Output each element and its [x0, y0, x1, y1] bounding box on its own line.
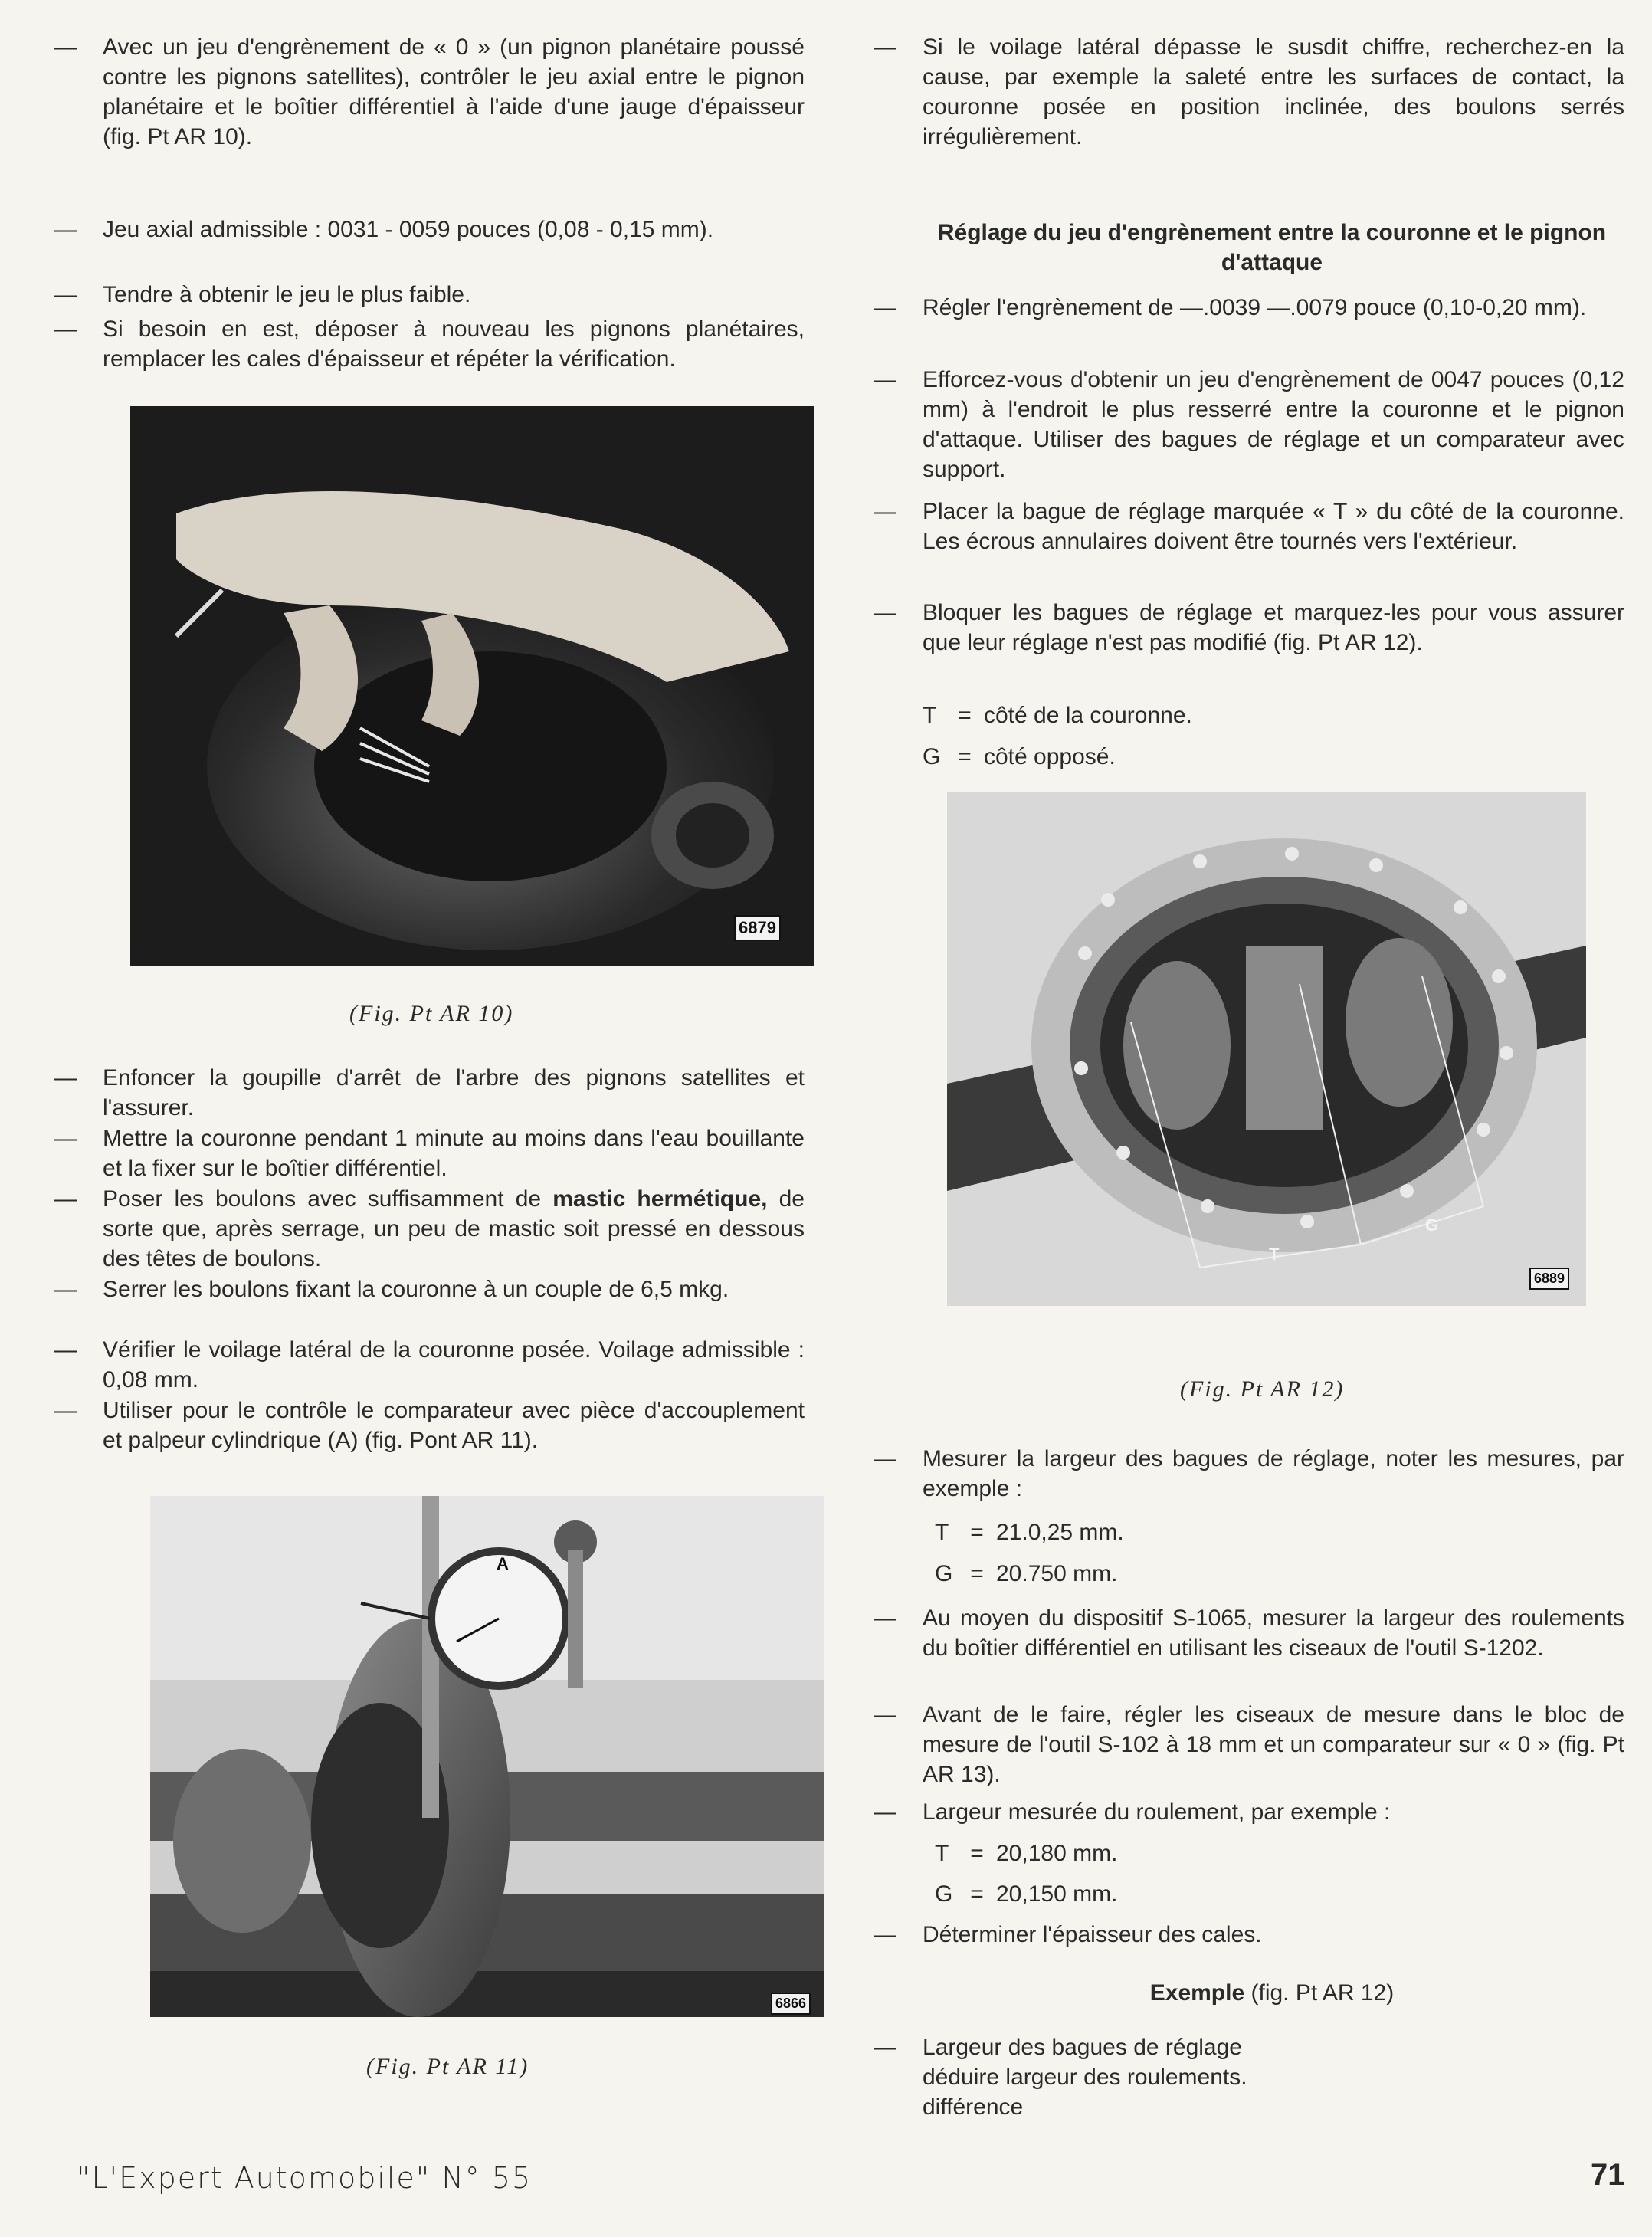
paragraph-set-mesh: — Régler l'engrènement de —.0039 —.0079 pouce (0,10-0,20 mm). — [874, 295, 1587, 320]
paragraph-tool-s1065: — Au moyen du dispositif S-1065, mesurer la largeur des roulements du boîtier différentiel en utilisant les ciseaux de l'outil S-1202. — [874, 1606, 1624, 1661]
paragraph-replace-shims: — Si besoin en est, déposer à nouveau les pignons planétaires, remplacer les cales d'épaisseur et répéter la vérification. — [54, 317, 805, 372]
paragraph-dial-gauge: — Utiliser pour le contrôle le comparateur avec pièce d'accouplement et palpeur cylindrique (A) (fig. Pont AR 11). — [54, 1398, 805, 1453]
paragraph-example-calc: — Largeur des bagues de réglage déduire largeur des roulements. différence — [874, 2035, 1247, 2120]
paragraph-lowest-play: — Tendre à obtenir le jeu le plus faible. — [54, 282, 471, 307]
publication-footer: "L'Expert Automobile" N° 55 — [77, 2161, 533, 2195]
bearing-g-width: G = 20,150 mm. — [935, 1881, 1118, 1907]
section-heading-backlash: Réglage du jeu d'engrènement entre la couronne et le pignon d'attaque — [937, 220, 1607, 275]
paragraph-torque: — Serrer les boulons fixant la couronne à un couple de 6,5 mkg. — [54, 1277, 729, 1302]
label-g-opposite-side: G — [1425, 1215, 1439, 1235]
paragraph-axial-play-allowed: — Jeu axial admissible : 0031 - 0059 pouces (0,08 - 0,15 mm). — [54, 217, 714, 242]
paragraph-runout-exceeds: — Si le voilage latéral dépasse le susdit chiffre, recherchez-en la cause, par exemple la saleté entre les surfaces de contact, la couronne posée en position inclinée, des boulons serrés irrégulièrement. — [874, 34, 1624, 149]
caption-fig-pt-ar-12: (Fig. Pt AR 12) — [1180, 1376, 1345, 1402]
example-heading: Exemple (fig. Pt AR 12) — [1149, 1980, 1395, 2006]
paragraph-measure-rings: — Mesurer la largeur des bagues de réglage, noter les mesures, par exemple : — [874, 1446, 1624, 1501]
figure-pt-ar-12-photo — [947, 792, 1586, 1306]
paragraph-boil-crown: — Mettre la couronne pendant 1 minute au moins dans l'eau bouillante et la fixer sur le boîtier différentiel. — [54, 1126, 805, 1181]
figure-number-6889: 6889 — [1529, 1268, 1569, 1290]
paragraph-target-backlash: — Efforcez-vous d'obtenir un jeu d'engrènement de 0047 pouces (0,12 mm) à l'endroit le plus resserré entre la couronne et le pignon d'attaque. Utiliser des bagues de réglage et un comparateur avec support. — [874, 367, 1624, 482]
figure-pt-ar-10-photo — [130, 406, 814, 966]
label-t-crown-side: T — [1269, 1245, 1280, 1264]
measure-t-ring: T = 21.0,25 mm. — [935, 1520, 1124, 1545]
paragraph-bearing-width: — Largeur mesurée du roulement, par exemple : — [874, 1799, 1391, 1825]
label-a-cylindrical-probe: A — [497, 1554, 509, 1573]
figure-pt-ar-11-photo — [150, 1496, 824, 2017]
caption-fig-pt-ar-10: (Fig. Pt AR 10) — [349, 1001, 514, 1026]
paragraph-lock-rings: — Bloquer les bagues de réglage et marquez-les pour vous assurer que leur réglage n'est pas modifié (fig. Pt AR 12). — [874, 600, 1624, 655]
paragraph-shim-thickness: — Déterminer l'épaisseur des cales. — [874, 1922, 1262, 1947]
figure-number-6879: 6879 — [734, 915, 781, 941]
legend-t-crown-side: T = côté de la couronne. — [923, 703, 1192, 728]
measure-g-ring: G = 20.750 mm. — [935, 1561, 1118, 1586]
paragraph-bolts-sealant: — Poser les boulons avec suffisamment de mastic hermétique, de sorte que, après serrage, un peu de mastic soit pressé en dessous des têtes de boulons. — [54, 1186, 805, 1271]
dial-gauge-crown-illustration — [150, 1496, 824, 2017]
paragraph-check-axial-play: — Avec un jeu d'engrènement de « 0 » (un pignon planétaire poussé contre les pignons satellites), contrôler le jeu axial entre le pignon planétaire et le boîtier différentiel à l'aide d'une jauge d'épaisseur (fig. Pt AR 10). — [54, 34, 805, 149]
paragraph-insert-pin: — Enfoncer la goupille d'arrêt de l'arbre des pignons satellites et l'assurer. — [54, 1065, 805, 1120]
paragraph-tool-s102: — Avant de le faire, régler les ciseaux de mesure dans le bloc de mesure de l'outil S-102 à 18 mm et un comparateur sur « 0 » (fig. Pt AR 13). — [874, 1702, 1624, 1787]
page-number: 71 — [1591, 2158, 1625, 2192]
feeler-gauge-differential-illustration — [130, 406, 814, 966]
paragraph-runout: — Vérifier le voilage latéral de la couronne posée. Voilage admissible : 0,08 mm. — [54, 1337, 805, 1392]
paragraph-place-ring-t: — Placer la bague de réglage marquée « T » du côté de la couronne. Les écrous annulaires doivent être tournés vers l'extérieur. — [874, 499, 1624, 554]
figure-number-6866: 6866 — [771, 1993, 811, 2015]
bearing-t-width: T = 20,180 mm. — [935, 1841, 1118, 1866]
legend-g-opposite-side: G = côté opposé. — [923, 744, 1116, 769]
caption-fig-pt-ar-11: (Fig. Pt AR 11) — [366, 2054, 529, 2079]
differential-adjusting-rings-illustration — [947, 792, 1586, 1306]
